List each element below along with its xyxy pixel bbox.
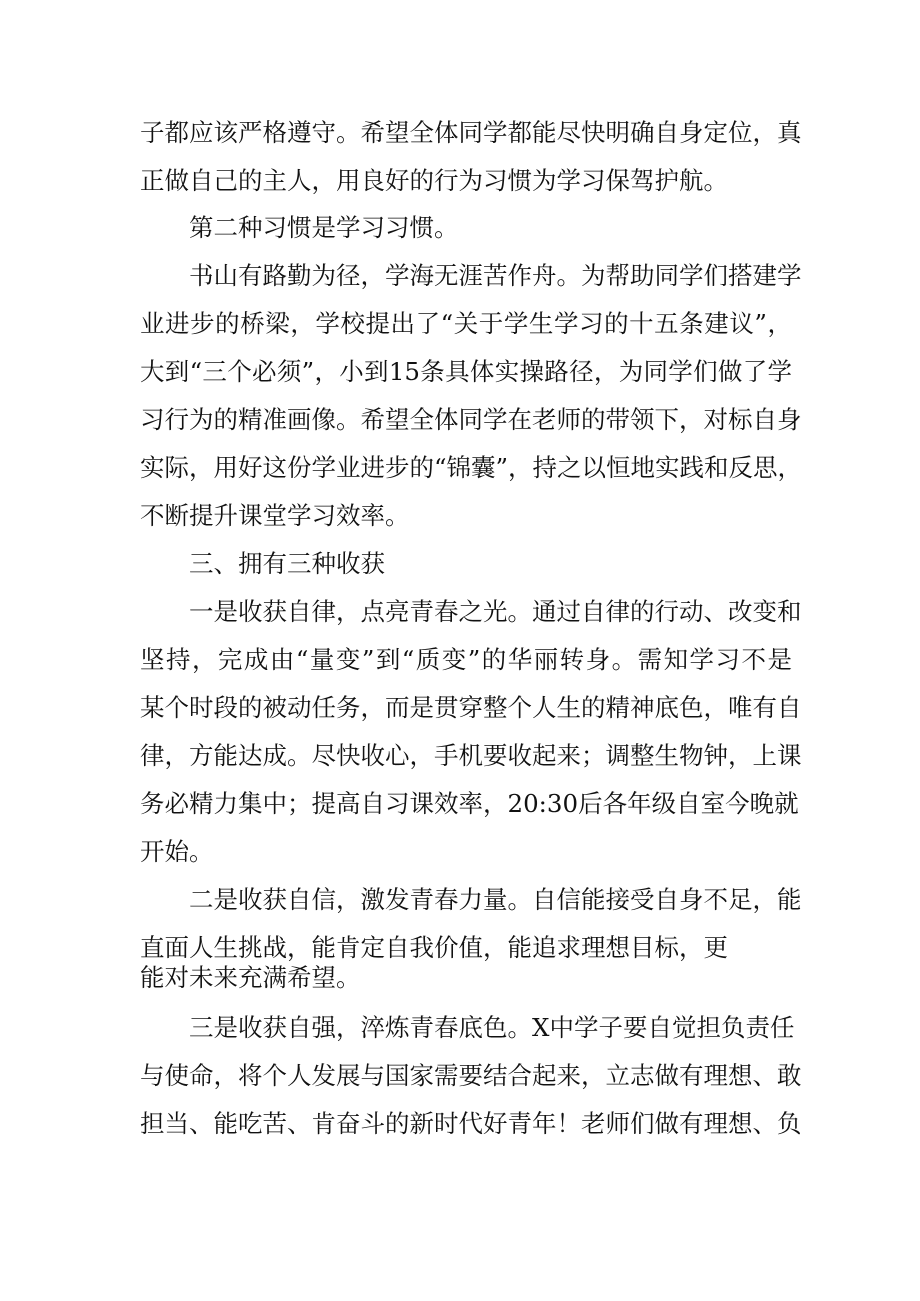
body-text-line: 三是收获自强，淬炼青春底色。X中学子要自觉担负责任 bbox=[189, 1013, 795, 1042]
body-text-line: 担当、能吃苦、肯奋斗的新时代好青年！老师们做有理想、负 bbox=[140, 1109, 802, 1138]
body-text-line: 坚持，完成由“量变”到“质变”的华丽转身。需知学习不是 bbox=[140, 645, 792, 674]
body-text-line: 二是收获自信，激发青春力量。自信能接受自身不足，能 bbox=[189, 885, 802, 914]
body-text-line: 正做自己的主人，用良好的行为习惯为学习保驾护航。 bbox=[140, 166, 728, 195]
body-text-line: 务必精力集中；提高自习课效率，20:30后各年级自室今晚就 bbox=[140, 789, 799, 818]
body-text-line: 不断提升课堂学习效率。 bbox=[140, 501, 410, 530]
body-text-line: 大到“三个必须”，小到15条具体实操路径，为同学们做了学 bbox=[140, 357, 792, 386]
body-text-line: 业进步的桥梁，学校提出了“关于学生学习的十五条建议”， bbox=[140, 309, 792, 338]
body-text-line: 书山有路勤为径，学海无涯苦作舟。为帮助同学们搭建学 bbox=[189, 261, 802, 290]
body-text-line: 习行为的精准画像。希望全体同学在老师的带领下，对标自身 bbox=[140, 405, 802, 434]
body-text-line: 一是收获自律，点亮青春之光。通过自律的行动、改变和 bbox=[189, 597, 802, 626]
body-text-line: 与使命，将个人发展与国家需要结合起来，立志做有理想、敢 bbox=[140, 1061, 802, 1090]
body-text-line: 直面人生挑战，能肯定自我价值，能追求理想目标，更 bbox=[140, 933, 728, 962]
body-text-line: 某个时段的被动任务，而是贯穿整个人生的精神底色，唯有自 bbox=[140, 693, 802, 722]
body-text-line: 子都应该严格遵守。希望全体同学都能尽快明确自身定位，真 bbox=[140, 118, 802, 147]
body-text-line: 开始。 bbox=[140, 837, 214, 866]
body-text-line: 律，方能达成。尽快收心，手机要收起来；调整生物钟，上课 bbox=[140, 741, 802, 770]
body-text-line: 实际，用好这份学业进步的“锦囊”，持之以恒地实践和反思， bbox=[140, 453, 803, 482]
body-text-line: 能对未来充满希望。 bbox=[140, 963, 361, 992]
section-heading: 三、拥有三种收获 bbox=[189, 549, 385, 578]
body-text-line: 第二种习惯是学习习惯。 bbox=[189, 213, 459, 242]
